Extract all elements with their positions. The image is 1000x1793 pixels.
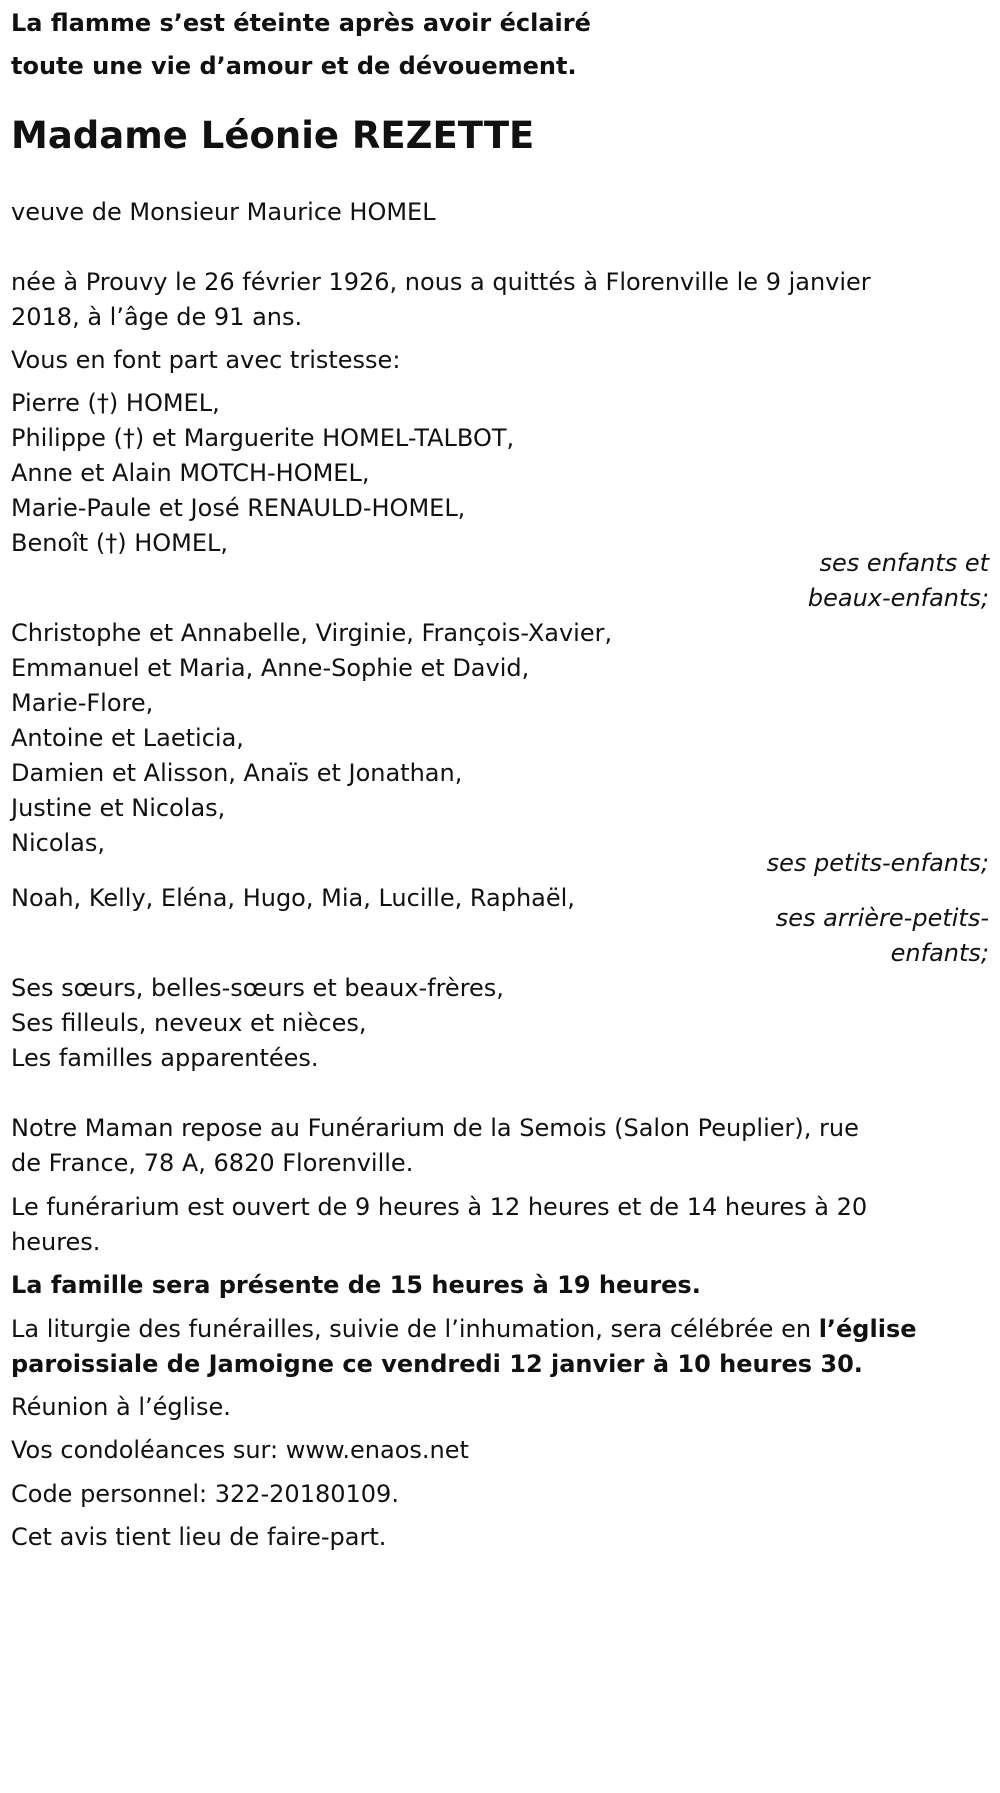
child-entry: Marie-Paule et José RENAULD-HOMEL, <box>11 494 466 522</box>
child-entry: Pierre (†) HOMEL, <box>11 389 220 417</box>
repose-line-1: Notre Maman repose au Funérarium de la Semois (Salon Peuplier), rue <box>11 1114 859 1142</box>
grandchild-entry: Justine et Nicolas, <box>11 794 226 822</box>
condolences-notice: Vos condoléances sur: www.enaos.net <box>11 1436 469 1464</box>
grandchild-entry: Marie-Flore, <box>11 689 154 717</box>
motto-line-1: La flamme s’est éteinte après avoir éclairé <box>11 9 591 37</box>
great-grandchildren-role-line-2: enfants; <box>890 939 989 967</box>
children-role-line-1: ses enfants et <box>819 549 989 577</box>
liturgy-text: La liturgie des funérailles, suivie de l’inhumation, sera célébrée en <box>11 1315 819 1343</box>
grandchildren-role: ses petits-enfants; <box>766 849 989 877</box>
child-entry: Benoît (†) HOMEL, <box>11 529 228 557</box>
repose-line-2: de France, 78 A, 6820 Florenville. <box>11 1149 414 1177</box>
grandchild-entry: Christophe et Annabelle, Virginie, François-Xavier, <box>11 619 613 647</box>
grandchild-entry: Emmanuel et Maria, Anne-Sophie et David, <box>11 654 530 682</box>
presence-notice: La famille sera présente de 15 heures à 19 heures. <box>11 1271 701 1299</box>
closing-notice: Cet avis tient lieu de faire-part. <box>11 1523 387 1551</box>
hours-line-2: heures. <box>11 1228 101 1256</box>
grandchild-entry: Antoine et Laeticia, <box>11 724 244 752</box>
motto-line-2: toute une vie d’amour et de dévouement. <box>11 52 577 80</box>
grandchild-entry: Damien et Alisson, Anaïs et Jonathan, <box>11 759 463 787</box>
hours-line-1: Le funérarium est ouvert de 9 heures à 12 heures et de 14 heures à 20 <box>11 1193 868 1221</box>
spouse-line: veuve de Monsieur Maurice HOMEL <box>11 198 436 226</box>
deceased-name: Madame Léonie REZETTE <box>11 114 535 157</box>
child-entry: Anne et Alain MOTCH-HOMEL, <box>11 459 370 487</box>
great-grandchildren-entry: Noah, Kelly, Eléna, Hugo, Mia, Lucille, Raphaël, <box>11 884 575 912</box>
great-grandchildren-role-line-1: ses arrière-petits- <box>775 904 989 932</box>
children-role-line-2: beaux-enfants; <box>807 584 989 612</box>
personal-code: Code personnel: 322-20180109. <box>11 1480 399 1508</box>
family-entry: Les familles apparentées. <box>11 1044 319 1072</box>
family-entry: Ses filleuls, neveux et nièces, <box>11 1009 367 1037</box>
liturgy-line-2: paroissiale de Jamoigne ce vendredi 12 janvier à 10 heures 30. <box>11 1350 863 1378</box>
family-entry: Ses sœurs, belles-sœurs et beaux-frères, <box>11 974 504 1002</box>
announcement-intro: Vous en font part avec tristesse: <box>11 346 401 374</box>
grandchild-entry: Nicolas, <box>11 829 106 857</box>
birth-death-line-2: 2018, à l’âge de 91 ans. <box>11 303 303 331</box>
child-entry: Philippe (†) et Marguerite HOMEL-TALBOT, <box>11 424 515 452</box>
meeting-notice: Réunion à l’église. <box>11 1393 231 1421</box>
liturgy-line-1 <box>11 1309 917 1349</box>
birth-death-line-1: née à Prouvy le 26 février 1926, nous a quittés à Florenville le 9 janvier <box>11 268 871 296</box>
liturgy-church: l’église <box>818 1315 917 1343</box>
